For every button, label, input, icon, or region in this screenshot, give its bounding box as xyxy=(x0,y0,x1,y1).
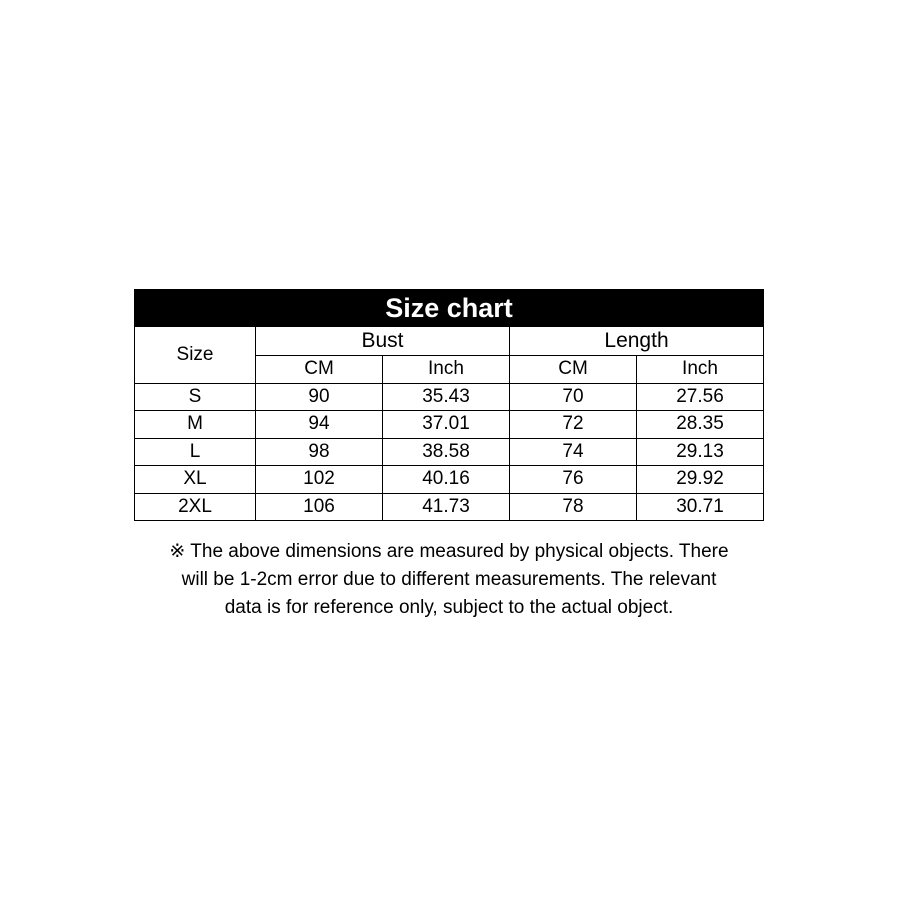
header-length: Length xyxy=(510,327,764,356)
table-row xyxy=(135,438,764,466)
cell-bust-cm: 106 xyxy=(256,493,383,521)
header-bust-inch: Inch xyxy=(383,356,510,384)
cell-length-inch: 29.92 xyxy=(637,466,764,494)
cell-bust-inch: 35.43 xyxy=(383,383,510,411)
size-table xyxy=(134,326,764,521)
cell-length-cm: 78 xyxy=(510,493,637,521)
table-row xyxy=(135,383,764,411)
header-length-cm: CM xyxy=(510,356,637,384)
cell-length-cm: 72 xyxy=(510,411,637,439)
cell-length-inch: 30.71 xyxy=(637,493,764,521)
cell-length-inch: 27.56 xyxy=(637,383,764,411)
cell-bust-cm: 94 xyxy=(256,411,383,439)
cell-bust-inch: 41.73 xyxy=(383,493,510,521)
cell-size: M xyxy=(135,411,256,439)
cell-size: S xyxy=(135,383,256,411)
header-length-inch: Inch xyxy=(637,356,764,384)
table-row xyxy=(135,466,764,494)
cell-bust-cm: 98 xyxy=(256,438,383,466)
cell-bust-cm: 102 xyxy=(256,466,383,494)
cell-length-cm: 70 xyxy=(510,383,637,411)
header-bust: Bust xyxy=(256,327,510,356)
cell-bust-cm: 90 xyxy=(256,383,383,411)
note-line: will be 1-2cm error due to different measurements. The relevant xyxy=(181,569,717,590)
note-line: data is for reference only, subject to the actual object. xyxy=(224,597,674,618)
size-chart xyxy=(134,289,764,521)
header-row-groups xyxy=(135,327,764,356)
cell-bust-inch: 40.16 xyxy=(383,466,510,494)
measurement-note xyxy=(134,538,764,622)
cell-size: XL xyxy=(135,466,256,494)
chart-title: Size chart xyxy=(134,289,764,326)
cell-size: 2XL xyxy=(135,493,256,521)
cell-length-cm: 74 xyxy=(510,438,637,466)
cell-bust-inch: 37.01 xyxy=(383,411,510,439)
header-bust-cm: CM xyxy=(256,356,383,384)
note-line: ※ The above dimensions are measured by physical objects. There xyxy=(169,541,729,562)
header-size: Size xyxy=(135,327,256,384)
table-row xyxy=(135,411,764,439)
cell-size: L xyxy=(135,438,256,466)
cell-length-inch: 28.35 xyxy=(637,411,764,439)
table-row xyxy=(135,493,764,521)
cell-bust-inch: 38.58 xyxy=(383,438,510,466)
cell-length-cm: 76 xyxy=(510,466,637,494)
cell-length-inch: 29.13 xyxy=(637,438,764,466)
